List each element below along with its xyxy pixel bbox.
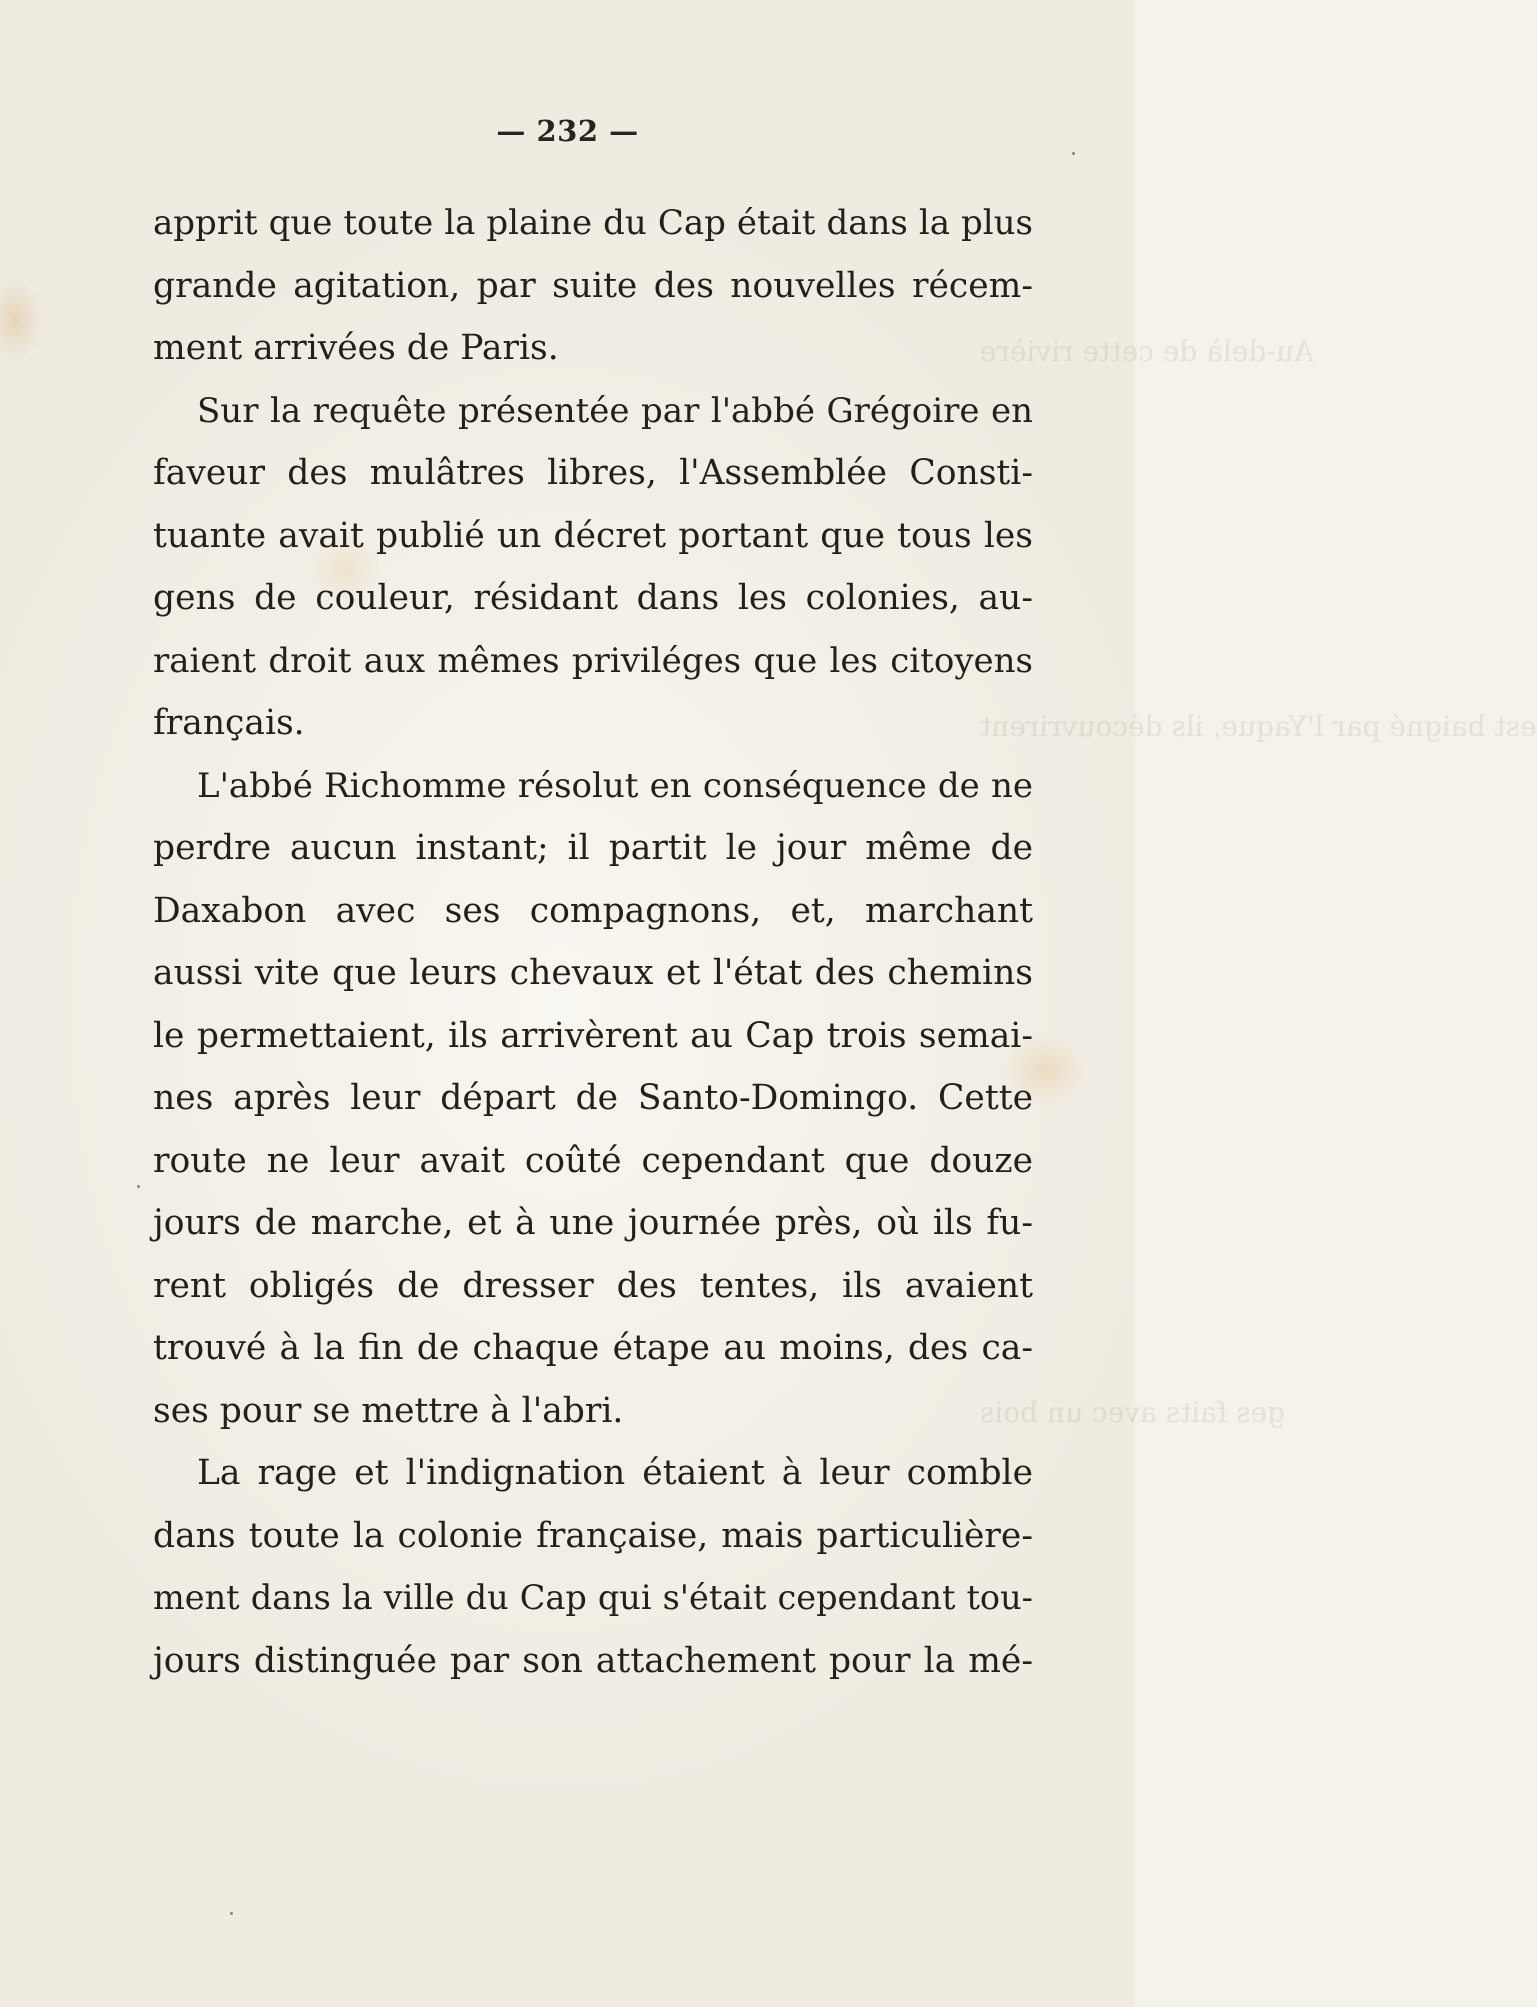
text-line: tuante avait publié un décret portant que tous les [153,515,1033,556]
text-line: trouvé à la fin de chaque étape au moins, des ca- [153,1328,1033,1368]
text-line: raient droit aux mêmes priviléges que les citoyens [153,640,1033,681]
text-line: gens de couleur, résidant dans les colonies, au- [153,578,1033,618]
text-line: apprit que toute la plaine du Cap était dans la plus [153,203,1033,243]
text-line: jours de marche, et à une journée près, où ils fu- [153,1203,1033,1243]
show-through: Au-delà de cette rivière [980,335,1315,368]
speck [230,1912,233,1915]
text-line: le permettaient, ils arrivèrent au Cap trois semai- [153,1015,1033,1056]
text-line: français. [153,703,305,743]
text-line: ment dans la ville du Cap qui s'était cependant tou- [153,1578,1033,1617]
text-line: dans toute la colonie française, mais particulière- [153,1515,1033,1556]
text-line: L'abbé Richomme résolut en conséquence de ne [197,765,1033,806]
text-line: grande agitation, par suite des nouvelles récem- [153,265,1033,306]
text-line: perdre aucun instant; il partit le jour même de [153,828,1033,868]
speck [137,1185,140,1188]
text-line: aussi vite que leurs chevaux et l'état des chemins [153,953,1033,993]
show-through: ges faits avec un bois [980,1396,1286,1429]
text-line: route ne leur avait coûté cependant que douze [153,1140,1033,1181]
text-line: nes après leur départ de Santo-Domingo. Cette [153,1078,1033,1118]
speck [1072,152,1075,155]
text-line: Sur la requête présentée par l'abbé Grégoire en [197,390,1033,431]
text-line: ment arrivées de Paris. [153,328,559,368]
page-number: — 232 — [496,114,639,148]
body-text [153,192,1033,1692]
text-line: faveur des mulâtres libres, l'Assemblée Consti- [153,453,1033,493]
text-line: Daxabon avec ses compagnons, et, marchant [153,890,1033,931]
show-through: est baigné par l'Yaque, ils découvrirent [980,710,1537,743]
text-line: rent obligés de dresser des tentes, ils avaient [153,1265,1033,1306]
text-line: ses pour se mettre à l'abri. [153,1390,624,1431]
text-line: jours distinguée par son attachement pour la mé- [153,1640,1033,1681]
text-line: La rage et l'indignation étaient à leur comble [197,1453,1033,1493]
